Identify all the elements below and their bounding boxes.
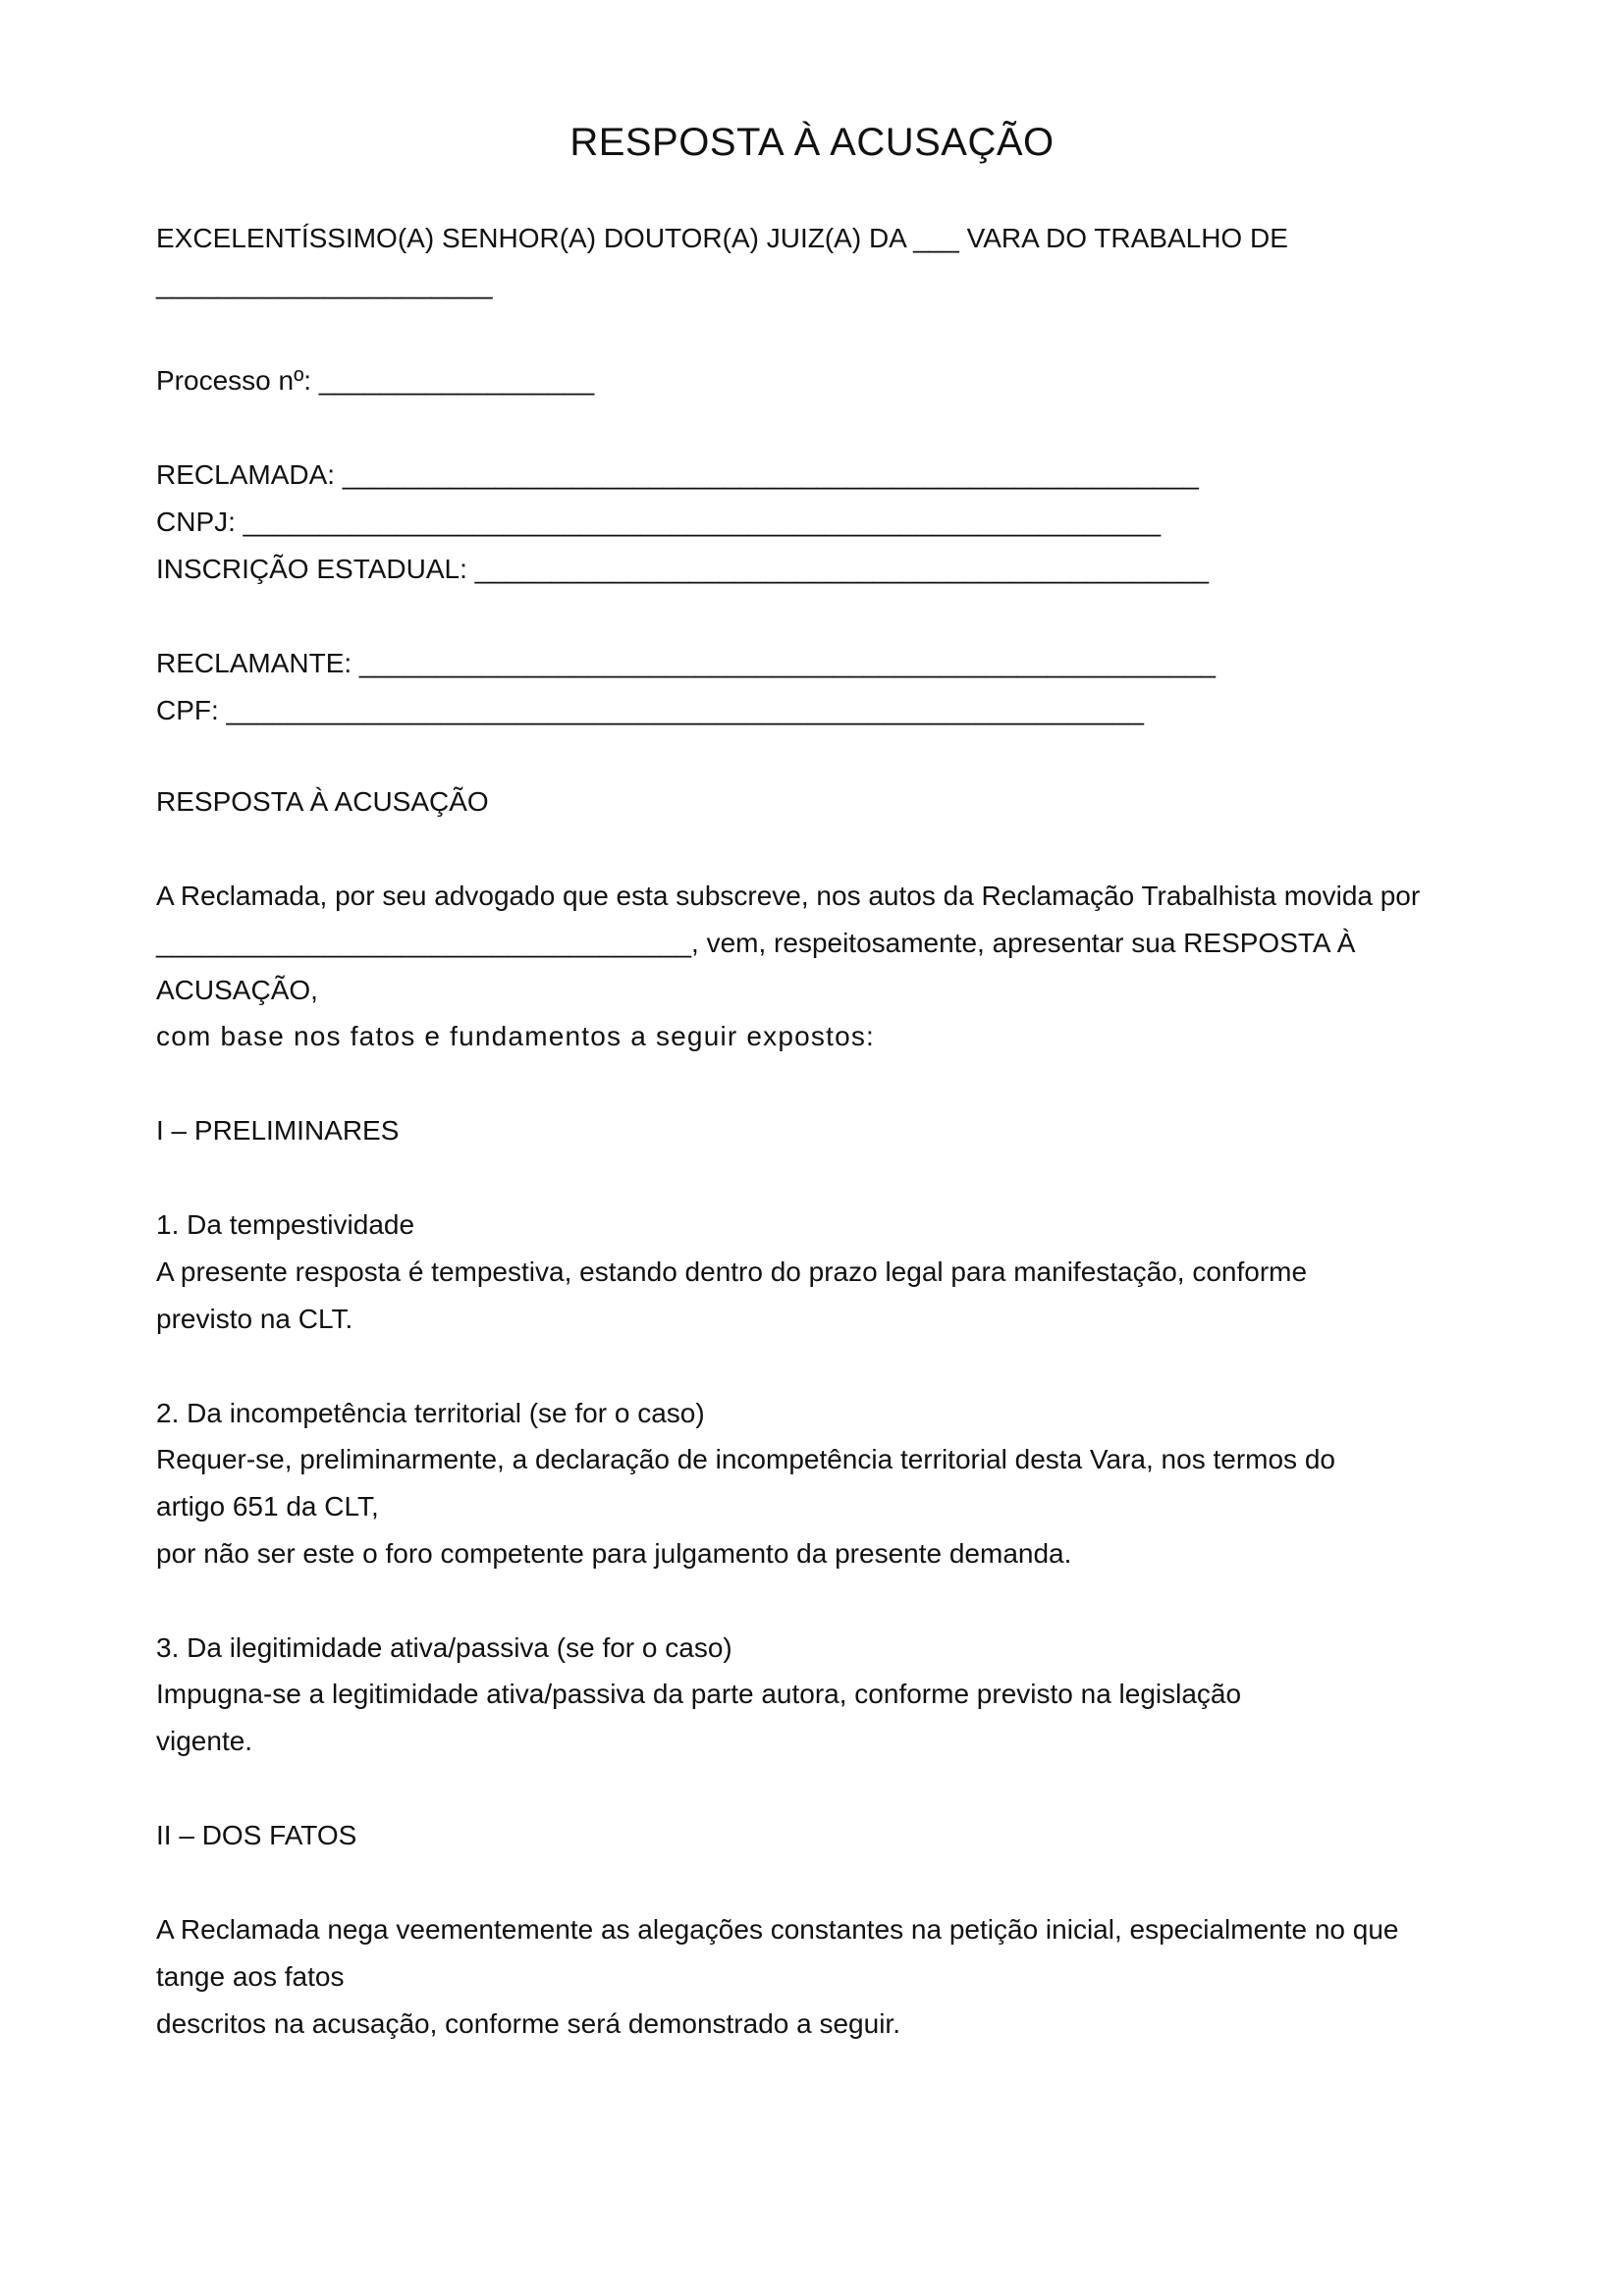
address-line-1: EXCELENTÍSSIMO(A) SENHOR(A) DOUTOR(A) JUIZ(A) DA ___ VARA DO TRABALHO DE: [156, 223, 1288, 253]
reclamada-field: RECLAMADA: ________________________________________________________: [156, 459, 1199, 490]
item-incompetencia-line-3: por não ser este o foro competente para julgamento da presente demanda.: [156, 1538, 1072, 1569]
section-heading: RESPOSTA À ACUSAÇÃO: [156, 786, 489, 817]
intro-line-1: A Reclamada, por seu advogado que esta subscreve, nos autos da Reclamação Trabalhista movida por: [156, 881, 1421, 911]
item-incompetencia-line-2: artigo 651 da CLT,: [156, 1491, 379, 1522]
section-preliminares-title: I – PRELIMINARES: [156, 1115, 400, 1146]
facts-line-3: descritos na acusação, conforme será demonstrado a seguir.: [156, 2008, 900, 2039]
reclamante-field: RECLAMANTE: ________________________________________________________: [156, 648, 1216, 678]
facts-line-1: A Reclamada nega veementemente as alegações constantes na petição inicial, especialmente no que: [156, 1914, 1399, 1945]
intro-line-2: ___________________________________, vem, respeitosamente, apresentar sua RESPOSTA À: [156, 928, 1356, 958]
item-tempestividade-line-1: A presente resposta é tempestiva, estando dentro do prazo legal para manifestação, conforme: [156, 1256, 1308, 1287]
item-incompetencia-line-1: Requer-se, preliminarmente, a declaração de incompetência territorial desta Vara, nos termos do: [156, 1444, 1335, 1474]
intro-line-4: com base nos fatos e fundamentos a seguir expostos:: [156, 1021, 876, 1051]
processo-field: Processo nº: __________________: [156, 365, 595, 396]
item-tempestividade-line-2: previsto na CLT.: [156, 1304, 353, 1334]
item-ilegitimidade-line-2: vigente.: [156, 1726, 253, 1756]
section-fatos-title: II – DOS FATOS: [156, 1820, 357, 1850]
cnpj-field: CNPJ: ____________________________________________________________: [156, 507, 1162, 537]
item-incompetencia-title: 2. Da incompetência territorial (se for o caso): [156, 1398, 705, 1428]
facts-line-2: tange aos fatos: [156, 1961, 345, 1992]
item-tempestividade-title: 1. Da tempestividade: [156, 1209, 415, 1240]
document-title: RESPOSTA À ACUSAÇÃO: [569, 121, 1055, 164]
cpf-field: CPF: ____________________________________________________________: [156, 695, 1144, 725]
inscricao-estadual-field: INSCRIÇÃO ESTADUAL: ________________________________________________: [156, 554, 1210, 584]
item-ilegitimidade-title: 3. Da ilegitimidade ativa/passiva (se for o caso): [156, 1632, 732, 1663]
item-ilegitimidade-line-1: Impugna-se a legitimidade ativa/passiva da parte autora, conforme previsto na legislação: [156, 1679, 1242, 1709]
intro-line-3: ACUSAÇÃO,: [156, 975, 318, 1005]
address-line-2: ______________________: [156, 269, 493, 299]
